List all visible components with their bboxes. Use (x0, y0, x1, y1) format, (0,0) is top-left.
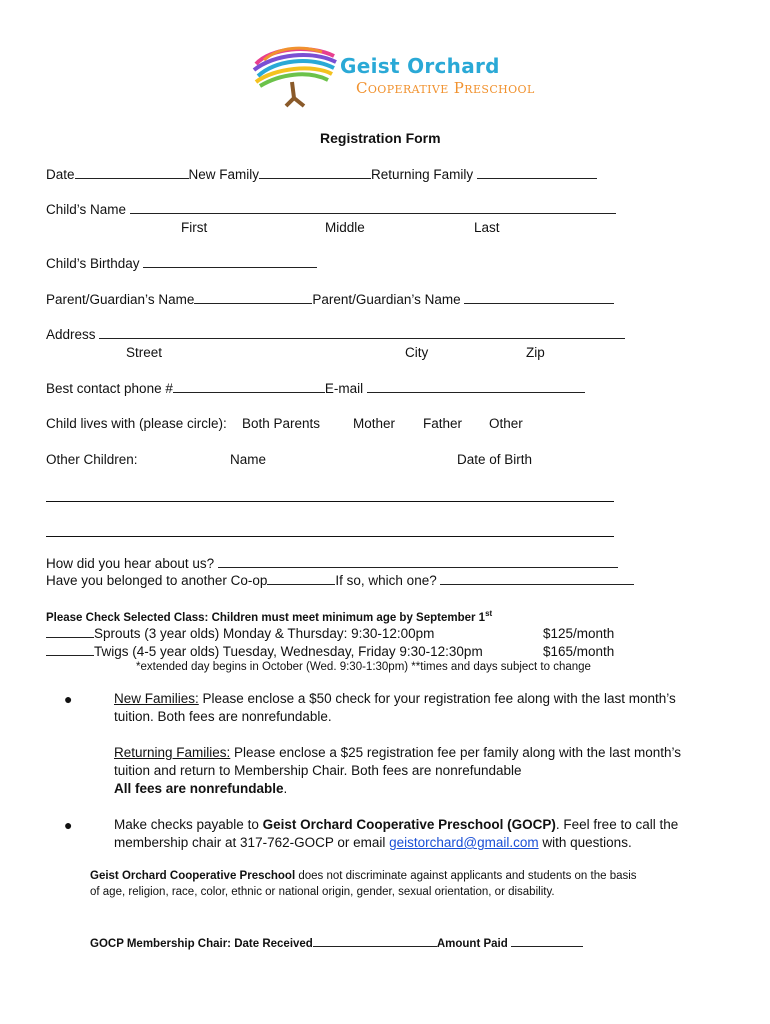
option-mother[interactable]: Mother (353, 416, 396, 431)
parents-row (46, 292, 614, 307)
class-heading-text: Please Check Selected Class: Children must meet minimum age by September 1 (46, 611, 486, 624)
hear-about-field[interactable] (218, 566, 618, 568)
date-label: Date (46, 167, 75, 182)
address-label: Address (46, 327, 96, 342)
lives-with-label: Child lives with (please circle): (46, 416, 227, 431)
amount-paid-field[interactable] (511, 945, 583, 947)
class-note: *extended day begins in October (Wed. 9:30-1:30pm) **times and days subject to change (136, 661, 591, 673)
first-label: First (181, 220, 208, 235)
checks-prefix: Make checks payable to (114, 817, 263, 832)
checks-suffix: . Feel free to call the (555, 817, 679, 832)
class-row-twigs (46, 644, 483, 659)
date-field[interactable] (75, 177, 189, 179)
new-family-label: New Family (188, 167, 260, 182)
phone-field[interactable] (173, 391, 325, 393)
child-name-field[interactable] (130, 212, 616, 214)
parent2-field[interactable] (464, 302, 614, 304)
all-fees-line (114, 781, 287, 796)
sprouts-text: Sprouts (3 year olds) Monday & Thursday: 9:30-12:00pm (94, 626, 435, 641)
bullet-icon: ● (64, 817, 73, 833)
belonged-label: Have you belonged to another Co-op (46, 573, 268, 588)
new-families-text-1: Please enclose a $50 check for your registration fee along with the last month’s (198, 691, 676, 706)
email-link[interactable]: geistorchard@gmail.com (389, 835, 539, 850)
middle-label: Middle (325, 220, 365, 235)
child-name-row (46, 202, 616, 217)
class-row-sprouts (46, 626, 434, 641)
new-families-text-2: tuition. Both fees are nonrefundable. (114, 709, 332, 724)
twigs-price: $165/month (543, 644, 615, 659)
footer-row (90, 938, 583, 950)
class-heading (46, 609, 492, 624)
other-children-label: Other Children: (46, 452, 138, 467)
nondiscrimination-text-1: does not discriminate against applicants and students on the basis (295, 870, 637, 882)
other-children-line-2[interactable] (46, 536, 614, 537)
logo (250, 42, 550, 112)
parent1-field[interactable] (194, 302, 312, 304)
checks-line2-prefix: membership chair at 317-762-GOCP or email (114, 835, 390, 850)
checks-bold: Geist Orchard Cooperative Preschool (GOCP) (262, 817, 556, 832)
child-birthday-label: Child’s Birthday (46, 256, 140, 271)
sprouts-checkbox[interactable] (46, 636, 94, 638)
email-label: E-mail (324, 381, 364, 396)
checks-line2-suffix: with questions. (538, 835, 632, 850)
which-one-field[interactable] (440, 583, 634, 585)
sprouts-price: $125/month (543, 626, 615, 641)
all-fees-period: . (283, 781, 288, 796)
address-field[interactable] (99, 337, 625, 339)
returning-text-1: Please enclose a $25 registration fee per family along with the last month’s (230, 745, 682, 760)
which-one-label: If so, which one? (335, 573, 437, 588)
class-heading-sup: st (485, 609, 493, 618)
email-field[interactable] (367, 391, 585, 393)
logo-subtitle: Cooperative Preschool (356, 79, 535, 97)
returning-label: Returning Families: (114, 745, 231, 760)
returning-line-1 (114, 745, 681, 760)
option-other[interactable]: Other (489, 416, 523, 431)
address-row (46, 327, 625, 342)
logo-title: Geist Orchard (340, 54, 500, 78)
twigs-text: Twigs (4-5 year olds) Tuesday, Wednesday, Friday 9:30-12:30pm (94, 644, 483, 659)
chair-label: GOCP Membership Chair: Date Received (90, 938, 313, 950)
belonged-field[interactable] (267, 583, 335, 585)
nondiscrimination-line-1 (90, 870, 637, 882)
nondiscrimination-text-2: of age, religion, race, color, ethnic or national origin, gender, sexual orientation, or disability. (90, 886, 555, 898)
birthday-row (46, 256, 317, 271)
belonged-row (46, 573, 634, 588)
contact-row (46, 381, 585, 396)
returning-text-2: tuition and return to Membership Chair. Both fees are nonrefundable (114, 763, 522, 778)
form-title: Registration Form (320, 130, 441, 146)
hear-about-row (46, 556, 618, 571)
date-received-field[interactable] (313, 945, 437, 947)
twigs-checkbox[interactable] (46, 654, 94, 656)
nondiscrimination-bold: Geist Orchard Cooperative Preschool (90, 870, 296, 882)
new-families-label: New Families: (114, 691, 199, 706)
amount-label: Amount Paid (436, 938, 508, 950)
parent1-label: Parent/Guardian’s Name (46, 292, 195, 307)
option-both-parents[interactable]: Both Parents (242, 416, 321, 431)
city-label: City (405, 345, 429, 360)
returning-family-field[interactable] (477, 177, 597, 179)
new-family-field[interactable] (259, 177, 371, 179)
new-families-line-1 (114, 691, 676, 706)
name-column-label: Name (230, 452, 267, 467)
all-fees-text: All fees are nonrefundable (114, 781, 284, 796)
child-birthday-field[interactable] (143, 266, 317, 268)
other-children-line-1[interactable] (46, 501, 614, 502)
checks-line-1 (114, 817, 678, 832)
phone-label: Best contact phone # (46, 381, 173, 396)
returning-family-label: Returning Family (371, 167, 474, 182)
last-label: Last (474, 220, 500, 235)
checks-line-2 (114, 835, 632, 850)
family-row (46, 167, 597, 182)
tree-logo-icon (250, 42, 340, 108)
dob-column-label: Date of Birth (457, 452, 533, 467)
bullet-icon: ● (64, 691, 73, 707)
parent2-label: Parent/Guardian’s Name (312, 292, 461, 307)
child-name-label: Child’s Name (46, 202, 127, 217)
zip-label: Zip (526, 345, 545, 360)
street-label: Street (126, 345, 163, 360)
option-father[interactable]: Father (423, 416, 463, 431)
hear-about-label: How did you hear about us? (46, 556, 215, 571)
